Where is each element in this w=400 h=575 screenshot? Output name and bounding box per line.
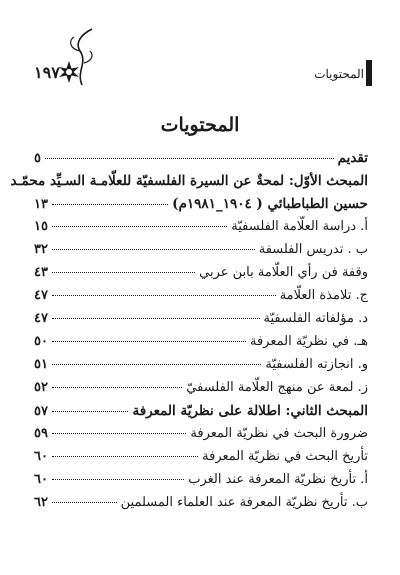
- toc-entry-text: ز. لمعة عن منهج العلّامة الفلسفيّ: [186, 380, 368, 395]
- toc-entry-text: و. انجازته الفلسفيّة: [265, 357, 368, 372]
- toc-entry-text: وقفة فن رأي العلّامة بابن عربي: [199, 265, 368, 280]
- dot-leader: [52, 318, 260, 319]
- toc-entry-page: ٣٢: [34, 242, 48, 257]
- toc-entry: [34, 311, 368, 334]
- toc-entry: [34, 150, 368, 173]
- dot-leader: [52, 249, 255, 250]
- dot-leader: [52, 272, 195, 273]
- dot-leader: [52, 295, 276, 296]
- dot-leader: [52, 387, 182, 388]
- toc-entry-text: ب. تأريخ نظريّة المعرفة عند العلماء المسلمين: [120, 495, 368, 510]
- dot-leader: [52, 341, 246, 342]
- toc-entry-text: أ. دراسة العلّامة الفلسفيّة: [231, 219, 368, 234]
- toc-entry: [10, 173, 368, 196]
- page-title: المحتويات: [160, 114, 240, 136]
- dot-leader: [45, 158, 334, 159]
- toc-entry: [34, 403, 368, 426]
- toc-entry: [34, 472, 368, 495]
- toc-entry-text: حسين الطباطبائي ( ١٩٠٤_١٩٨١م): [172, 196, 368, 212]
- star-ornament-icon: [58, 61, 80, 83]
- dot-leader: [52, 433, 186, 434]
- dot-leader: [52, 502, 117, 503]
- dot-leader: [52, 204, 168, 205]
- toc-entry: [34, 219, 368, 242]
- toc-entry: [34, 196, 368, 219]
- toc-entry: [34, 380, 368, 403]
- toc-entry-page: ٥٩: [34, 426, 48, 441]
- toc-entry-text: د. مؤلفاته الفلسفيّة: [263, 311, 368, 326]
- dot-leader: [52, 456, 198, 457]
- toc-entry-text: تقديم: [337, 150, 368, 166]
- toc-entry-page: ٤٧: [34, 311, 48, 326]
- toc-entry-page: ٦٢: [34, 495, 48, 510]
- toc-entry: [34, 265, 368, 288]
- toc-entry: [34, 449, 368, 472]
- toc-entry-text: أ. تأريخ نظريّة المعرفة عند الغرب: [188, 472, 368, 487]
- toc-entry-text: ج. تلامذة العلّامة: [279, 288, 368, 303]
- dot-leader: [52, 479, 184, 480]
- running-title-bar: [366, 60, 372, 86]
- toc-entry-text: ب . تدريس الفلسفة: [258, 242, 368, 257]
- toc-entry-page: ٥١: [34, 357, 48, 372]
- toc-entry: [34, 357, 368, 380]
- toc-entry-text: هـ. في نظريّة المعرفة: [249, 334, 368, 349]
- toc-entry-page: ٤٧: [34, 288, 48, 303]
- toc-entry-page: ٦٠: [34, 472, 48, 487]
- toc-entry-text: المبحث الثاني: اطلالة على نظريّة المعرفة: [132, 403, 368, 419]
- toc-entry-page: ١٣: [34, 197, 48, 212]
- dot-leader: [52, 226, 227, 227]
- toc-entry-page: ٥٢: [34, 380, 48, 395]
- toc-entry-page: ٦٠: [34, 449, 48, 464]
- toc-entry-page: ٥: [34, 151, 41, 166]
- toc-entry-page: ١٥: [34, 219, 48, 234]
- toc-entry: [34, 426, 368, 449]
- toc-entry: [34, 242, 368, 265]
- dot-leader: [52, 411, 128, 412]
- table-of-contents: [10, 150, 368, 518]
- page-number: ١٩٧: [34, 63, 60, 82]
- running-title: المحتويات: [314, 67, 364, 81]
- toc-entry-text: ضرورة البحث في نظريّة المعرفة: [190, 426, 368, 441]
- toc-entry: [34, 495, 368, 518]
- toc-entry: [34, 288, 368, 311]
- toc-entry-page: ٥٠: [34, 334, 48, 349]
- toc-entry-text: المبحث الأوّل: لمحةٌ عن السيرة الفلسفيّة للعلّامـة السـيِّد محمّـد: [10, 173, 368, 189]
- dot-leader: [52, 364, 261, 365]
- toc-entry-text: تأريخ البحث في نظريّة المعرفة: [202, 449, 368, 464]
- toc-entry-page: ٤٣: [34, 265, 48, 280]
- toc-entry-page: ٥٧: [34, 404, 48, 419]
- toc-entry: [34, 334, 368, 357]
- page-header: [0, 55, 400, 95]
